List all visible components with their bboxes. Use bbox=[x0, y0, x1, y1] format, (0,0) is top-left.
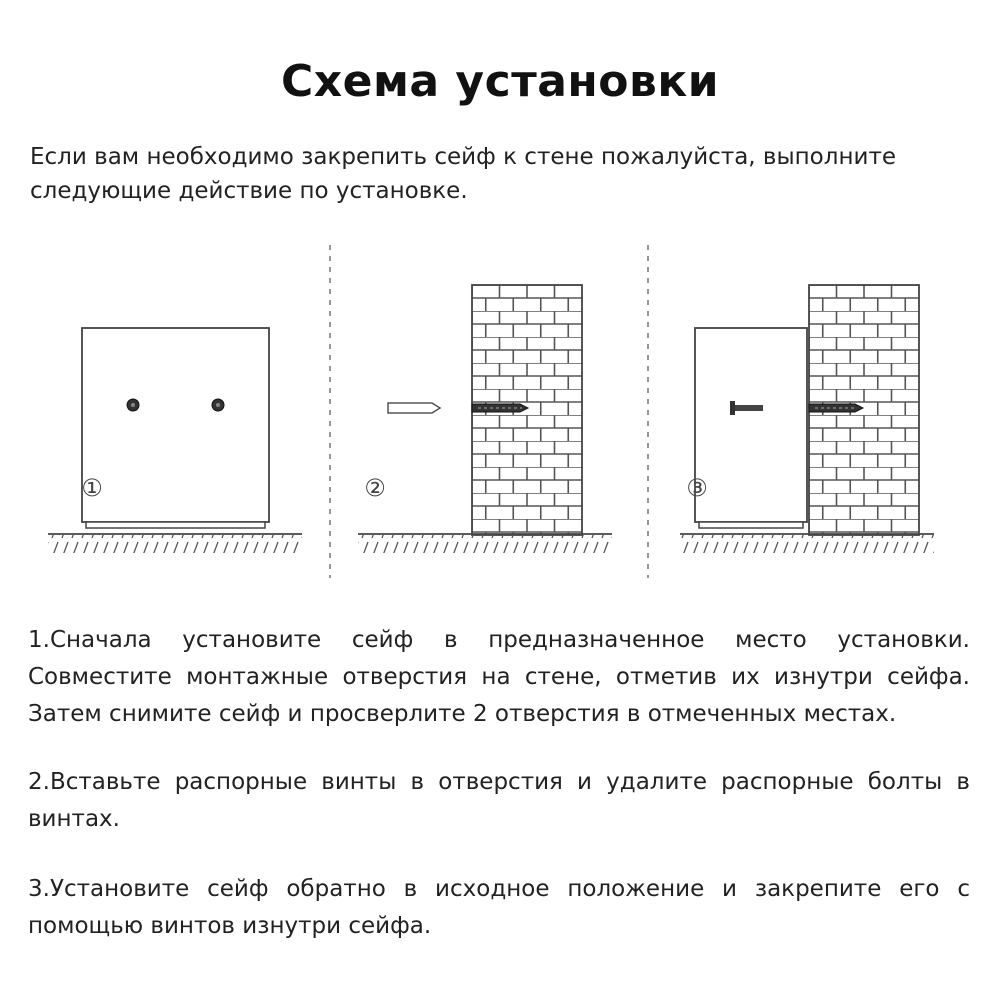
step-marker-2: ② bbox=[364, 474, 386, 502]
panel-1 bbox=[48, 328, 302, 553]
intro-text: Если вам необходимо закрепить сейф к стене пожалуйста, выполните следующие действие по установке. bbox=[30, 144, 896, 204]
installation-diagram bbox=[0, 240, 1000, 585]
safe-base bbox=[86, 522, 265, 528]
safe-body bbox=[82, 328, 269, 522]
step-marker-1: ① bbox=[81, 474, 103, 502]
instruction-step-2: 2.Вставьте распорные винты в отверстия и удалите распорные болты в винтах. bbox=[28, 769, 970, 832]
safe-body bbox=[695, 328, 807, 522]
screw-head bbox=[730, 401, 735, 415]
page-title: Схема установки bbox=[280, 56, 720, 107]
expansion-screw bbox=[388, 403, 440, 413]
floor-hatch bbox=[680, 535, 934, 553]
panel-2 bbox=[358, 285, 612, 553]
floor-hatch bbox=[48, 535, 302, 553]
safe-base bbox=[699, 522, 803, 528]
panel-3 bbox=[680, 285, 934, 553]
floor-hatch bbox=[358, 535, 612, 553]
screw-shaft bbox=[735, 405, 763, 411]
instruction-step-1: 1.Сначала установите сейф в предназначенное место установки. Совместите монтажные отверстия на стене, отметив их изнутри сейфа. Затем снимите сейф и просверлите 2 отверстия в отмеченных местах. bbox=[28, 627, 970, 727]
step-marker-3: ③ bbox=[686, 474, 708, 502]
instruction-step-3: 3.Установите сейф обратно в исходное положение и закрепите его с помощью винтов изнутри сейфа. bbox=[28, 876, 970, 939]
